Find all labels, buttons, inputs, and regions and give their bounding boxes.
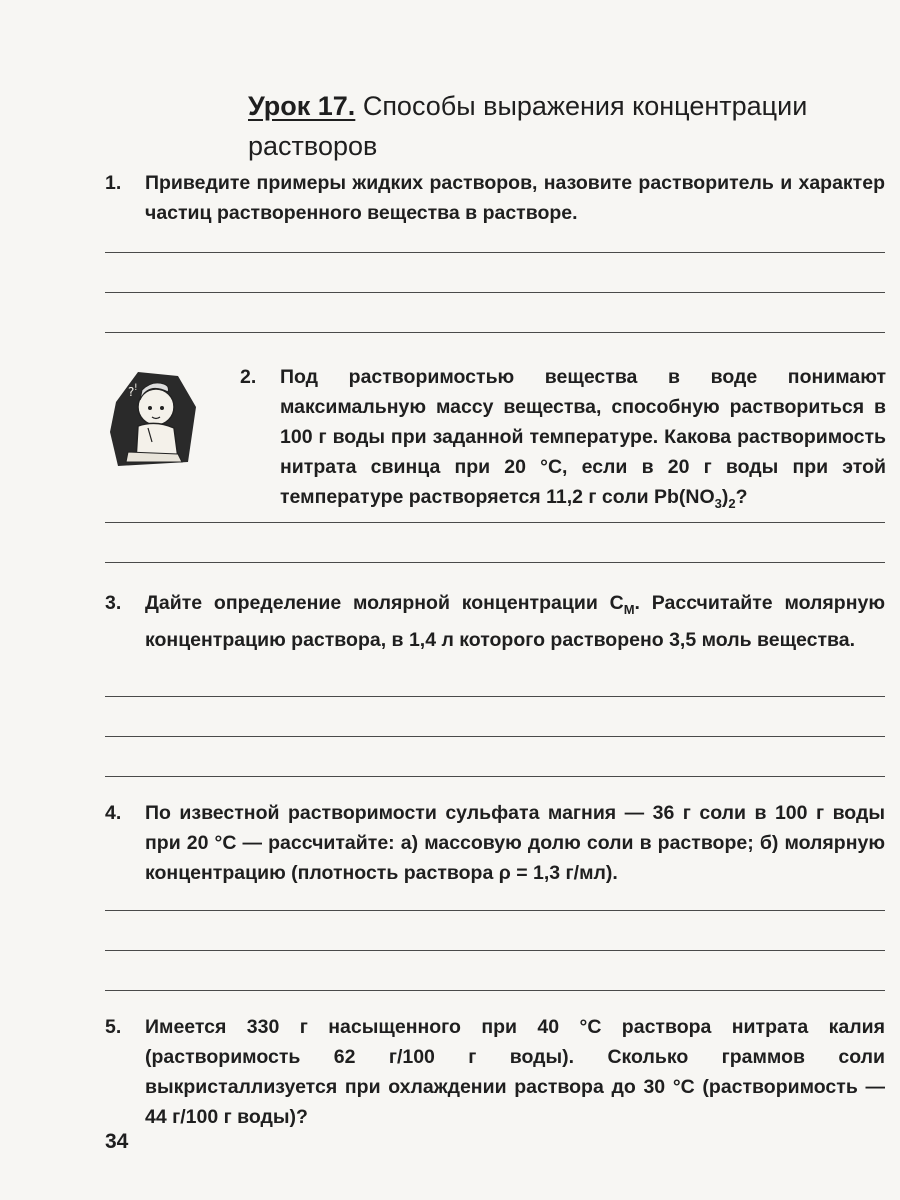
answer-line[interactable] — [105, 696, 885, 697]
answer-line[interactable] — [105, 776, 885, 777]
lesson-number: Урок 17. — [248, 91, 356, 121]
answer-line[interactable] — [105, 950, 885, 951]
answer-line[interactable] — [105, 736, 885, 737]
task-1 — [105, 168, 885, 228]
task-number: 4. — [105, 802, 122, 824]
answer-line[interactable] — [105, 990, 885, 991]
task-text: Под растворимостью вещества в воде понимают максимальную массу вещества, способную раствориться в 100 г воды при заданной температуре. Какова растворимость нитрата свинца при 20 °С, если в 20 г воды при этой температуре растворяется 11,2 г соли Pb(NO — [280, 366, 886, 508]
lesson-title — [248, 86, 848, 166]
formula-subscript: 3 — [714, 495, 722, 511]
formula-subscript: M — [623, 601, 635, 617]
task-text: По известной растворимости сульфата магния — 36 г соли в 100 г воды при 20 °С — рассчитайте: а) массовую долю соли в растворе; б) молярную концентрацию (плотность раствора ρ = 1,3 г/мл). — [145, 802, 885, 884]
task-number: 3. — [105, 592, 122, 614]
svg-text:!: ! — [134, 383, 138, 393]
task-text: Приведите примеры жидких растворов, назовите растворитель и характер частиц растворенного вещества в растворе. — [145, 172, 885, 224]
lesson-topic: Способы выражения концентрации растворов — [248, 91, 808, 161]
answer-line[interactable] — [105, 562, 885, 563]
svg-text:?: ? — [128, 385, 135, 399]
task-text-continued: . Рассчитайте молярную концентрацию раствора, в 1,4 л которого растворено 3,5 моль вещества. — [145, 592, 885, 651]
task-2 — [240, 362, 886, 519]
answer-line[interactable] — [105, 332, 885, 333]
task-number: 1. — [105, 172, 122, 194]
page-number: 34 — [105, 1130, 129, 1153]
question-mark: ? — [735, 486, 748, 508]
thinking-boy-illustration — [108, 362, 198, 472]
task-text: Дайте определение молярной концентрации C — [145, 592, 624, 614]
formula-bracket: ) — [721, 486, 729, 508]
task-number: 5. — [105, 1016, 122, 1038]
answer-line[interactable] — [105, 252, 885, 253]
formula-subscript: 2 — [728, 495, 736, 511]
answer-line[interactable] — [105, 522, 885, 523]
task-number: 2. — [240, 366, 257, 388]
task-4 — [105, 798, 885, 888]
task-text: Имеется 330 г насыщенного при 40 °С раствора нитрата калия (растворимость 62 г/100 г воды). Сколько граммов соли выкристаллизуется при охлаждении раствора до 30 °С (растворимость — 44 г/100 г воды)? — [145, 1016, 885, 1128]
task-3 — [105, 588, 885, 655]
task-5 — [105, 1012, 885, 1132]
answer-line[interactable] — [105, 910, 885, 911]
answer-line[interactable] — [105, 292, 885, 293]
